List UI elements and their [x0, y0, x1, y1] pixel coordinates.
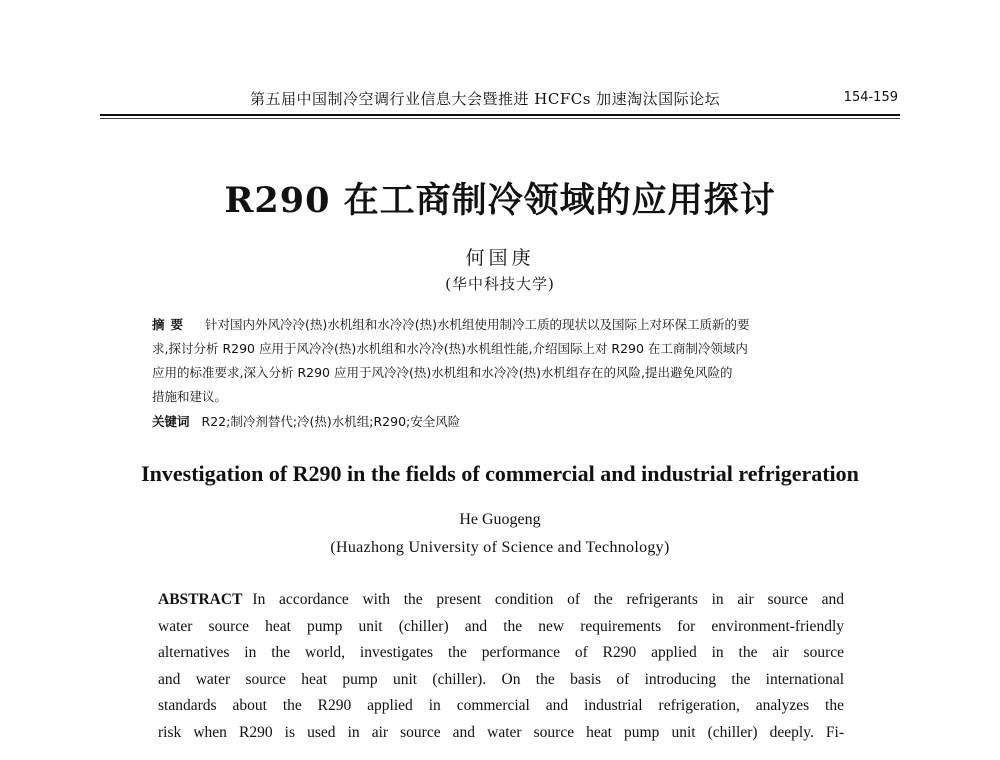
- keywords-cn-text: R22;制冷剂替代;冷(热)水机组;R290;安全风险: [201, 414, 461, 429]
- abstract-en-label: ABSTRACT: [158, 591, 243, 608]
- author-en: He Guogeng: [459, 511, 541, 528]
- abstract-en-text-1: In accordance with the present condition of the refrigerants in air source and: [252, 591, 844, 608]
- abstract-en-line-3: alternatives in the world, investigates the performance of R290 applied in the air source: [158, 644, 844, 661]
- abstract-cn-line-3: 应用的标准要求,深入分析 R290 应用于风冷冷(热)水机组和水冷冷(热)水机组存在的风险,提出避免风险的: [152, 365, 733, 380]
- conference-name: 第五届中国制冷空调行业信息大会暨推进 HCFCs 加速淘汰国际论坛: [250, 90, 721, 108]
- abstract-cn-line-4: 措施和建议。: [152, 389, 228, 404]
- keywords-cn-label: 关键词: [152, 414, 190, 429]
- header-rule-thick: [100, 114, 900, 116]
- abstract-en-line-4: and water source heat pump unit (chiller). On the basis of introducing the international: [158, 670, 844, 688]
- abstract-en-line-1: [158, 587, 844, 614]
- abstract-cn-line-2: 求,探讨分析 R290 应用于风冷冷(热)水机组和水冷冷(热)水机组性能,介绍国际上对 R290 在工商制冷领域内: [152, 341, 748, 356]
- affiliation-en: (Huazhong University of Science and Technology): [330, 539, 670, 556]
- abstract-cn-label: 摘要: [152, 317, 190, 332]
- running-header: [100, 88, 900, 114]
- abstract-en-line-2: water source heat pump unit (chiller) and the new requirements for environment-friendly: [158, 617, 844, 635]
- abstract-en-line-6: risk when R290 is used in air source and water source heat pump unit (chiller) deeply. Fi-: [158, 723, 844, 741]
- abstract-en: [158, 587, 844, 746]
- affiliation-cn: (华中科技大学): [445, 275, 555, 293]
- page-range: 154-159: [843, 90, 898, 105]
- abstract-en-line-5: standards about the R290 applied in commercial and industrial refrigeration, analyzes the: [158, 697, 844, 714]
- title-cn: R290 在工商制冷领域的应用探讨: [224, 180, 776, 221]
- title-en: Investigation of R290 in the fields of commercial and industrial refrigeration: [141, 461, 859, 486]
- abstract-cn-line-1: [152, 313, 857, 337]
- abstract-cn: [152, 313, 857, 409]
- author-cn: 何国庚: [465, 247, 535, 269]
- keywords-cn: [152, 412, 857, 430]
- abstract-cn-text-1: 针对国内外风冷冷(热)水机组和水冷冷(热)水机组使用制冷工质的现状以及国际上对环保工质新的要: [205, 317, 750, 332]
- header-rule-thin: [100, 118, 900, 119]
